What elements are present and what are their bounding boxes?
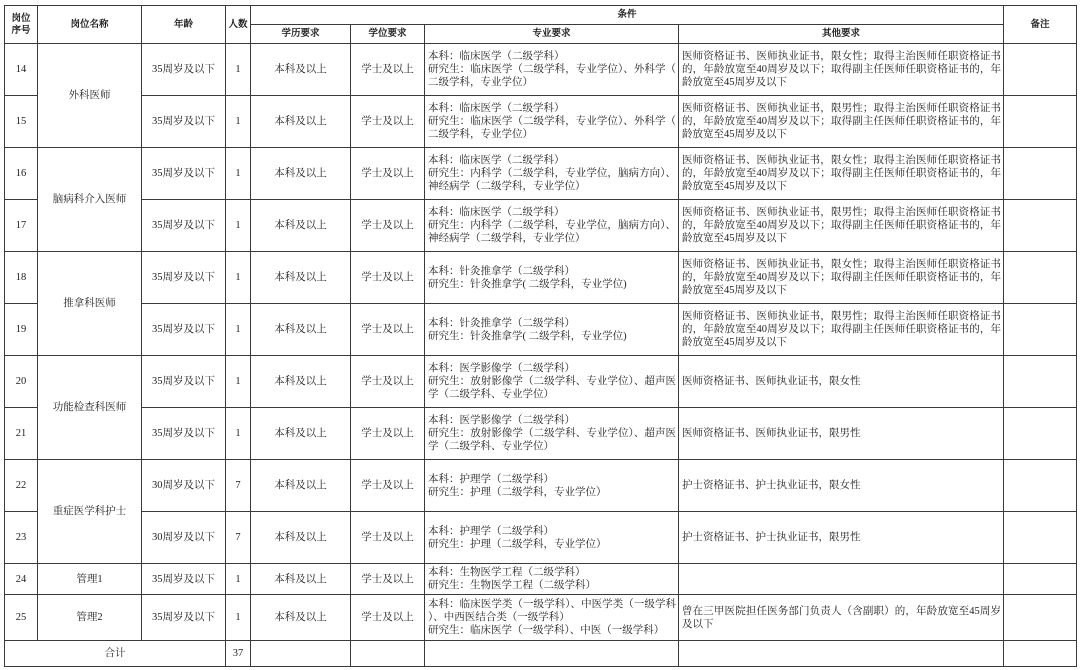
header-row — [5, 6, 1077, 25]
education-cell: 本科及以上 — [251, 252, 351, 304]
age-cell: 35周岁及以下 — [142, 44, 226, 96]
degree-cell: 学士及以上 — [351, 460, 425, 512]
other-requirements-cell: 医师资格证书、医师执业证书，限女性 — [679, 356, 1004, 408]
education-cell: 本科及以上 — [251, 512, 351, 564]
table-row — [5, 512, 1077, 564]
count-cell: 1 — [226, 44, 251, 96]
degree-cell: 学士及以上 — [351, 304, 425, 356]
remarks-cell — [1004, 252, 1077, 304]
table-row — [5, 252, 1077, 304]
count-cell: 1 — [226, 564, 251, 595]
seq-cell: 18 — [5, 252, 38, 304]
major-cell: 本科：生物医学工程（二级学科） 研究生：生物医学工程（二级学科） — [425, 564, 679, 595]
age-cell: 35周岁及以下 — [142, 252, 226, 304]
table-row — [5, 44, 1077, 96]
other-requirements-cell: 医师资格证书、医师执业证书，限男性；取得主治医师任职资格证书的，年龄放宽至40周岁及以下；取得副主任医师任职资格证书的，年龄放宽至45周岁及以下 — [679, 200, 1004, 252]
remarks-cell — [1004, 356, 1077, 408]
total-label: 合计 — [5, 641, 226, 667]
age-cell: 35周岁及以下 — [142, 148, 226, 200]
remarks-cell — [1004, 96, 1077, 148]
major-cell: 本科：临床医学（二级学科） 研究生：临床医学（二级学科，专业学位）、外科学（二级学科，专业学位） — [425, 96, 679, 148]
count-cell: 1 — [226, 356, 251, 408]
major-cell: 本科：医学影像学（二级学科） 研究生：放射影像学（二级学科、专业学位）、超声医学（二级学科、专业学位） — [425, 408, 679, 460]
count-cell: 1 — [226, 595, 251, 641]
seq-cell: 14 — [5, 44, 38, 96]
education-cell: 本科及以上 — [251, 408, 351, 460]
education-cell: 本科及以上 — [251, 564, 351, 595]
table-row — [5, 564, 1077, 595]
seq-cell: 20 — [5, 356, 38, 408]
seq-cell: 21 — [5, 408, 38, 460]
remarks-cell — [1004, 595, 1077, 641]
education-cell: 本科及以上 — [251, 148, 351, 200]
degree-cell: 学士及以上 — [351, 512, 425, 564]
header-seq: 岗位序号 — [5, 6, 38, 44]
major-cell: 本科：护理学（二级学科） 研究生：护理（二级学科，专业学位） — [425, 460, 679, 512]
remarks-cell — [1004, 408, 1077, 460]
header-count: 人数 — [226, 6, 251, 44]
total-empty-cell — [1004, 641, 1077, 667]
major-cell: 本科：针灸推拿学（二级学科） 研究生：针灸推拿学( 二级学科，专业学位) — [425, 304, 679, 356]
major-cell: 本科：临床医学（二级学科） 研究生：临床医学（二级学科，专业学位）、外科学（二级学科，专业学位） — [425, 44, 679, 96]
table-row — [5, 148, 1077, 200]
remarks-cell — [1004, 44, 1077, 96]
position-name-cell: 功能检查科医师 — [38, 356, 142, 460]
remarks-cell — [1004, 304, 1077, 356]
age-cell: 35周岁及以下 — [142, 408, 226, 460]
age-cell: 30周岁及以下 — [142, 460, 226, 512]
header-education: 学历要求 — [251, 25, 351, 44]
count-cell: 1 — [226, 252, 251, 304]
header-conditions: 条件 — [251, 6, 1004, 25]
total-count: 37 — [226, 641, 251, 667]
header-other-requirements: 其他要求 — [679, 25, 1004, 44]
age-cell: 30周岁及以下 — [142, 512, 226, 564]
position-name-cell: 管理1 — [38, 564, 142, 595]
age-cell: 35周岁及以下 — [142, 564, 226, 595]
position-name-cell: 重症医学科护士 — [38, 460, 142, 564]
degree-cell: 学士及以上 — [351, 408, 425, 460]
other-requirements-cell: 曾在三甲医院担任医务部门负责人（含副职）的，年龄放宽至45周岁及以下 — [679, 595, 1004, 641]
header-remarks: 备注 — [1004, 6, 1077, 44]
seq-cell: 25 — [5, 595, 38, 641]
table-row — [5, 595, 1077, 641]
other-requirements-cell: 护士资格证书、护士执业证书，限男性 — [679, 512, 1004, 564]
table-row — [5, 408, 1077, 460]
other-requirements-cell: 医师资格证书、医师执业证书，限男性；取得主治医师任职资格证书的，年龄放宽至40周岁及以下；取得副主任医师任职资格证书的，年龄放宽至45周岁及以下 — [679, 304, 1004, 356]
header-age: 年龄 — [142, 6, 226, 44]
degree-cell: 学士及以上 — [351, 595, 425, 641]
seq-cell: 22 — [5, 460, 38, 512]
header-position-name: 岗位名称 — [38, 6, 142, 44]
remarks-cell — [1004, 564, 1077, 595]
major-cell: 本科：临床医学（二级学科） 研究生：内科学（二级学科，专业学位，脑病方向）、神经病学（二级学科，专业学位） — [425, 200, 679, 252]
education-cell: 本科及以上 — [251, 200, 351, 252]
remarks-cell — [1004, 512, 1077, 564]
seq-cell: 17 — [5, 200, 38, 252]
total-empty-cell — [425, 641, 679, 667]
count-cell: 7 — [226, 512, 251, 564]
table-row — [5, 460, 1077, 512]
remarks-cell — [1004, 148, 1077, 200]
count-cell: 1 — [226, 148, 251, 200]
other-requirements-cell — [679, 564, 1004, 595]
other-requirements-cell: 医师资格证书、医师执业证书，限女性；取得主治医师任职资格证书的，年龄放宽至40周岁及以下；取得副主任医师任职资格证书的，年龄放宽至45周岁及以下 — [679, 44, 1004, 96]
recruitment-table — [4, 5, 1077, 667]
other-requirements-cell: 医师资格证书、医师执业证书，限女性；取得主治医师任职资格证书的，年龄放宽至40周岁及以下；取得副主任医师任职资格证书的，年龄放宽至45周岁及以下 — [679, 148, 1004, 200]
major-cell: 本科：护理学（二级学科） 研究生：护理（二级学科，专业学位） — [425, 512, 679, 564]
other-requirements-cell: 护士资格证书、护士执业证书，限女性 — [679, 460, 1004, 512]
header-major: 专业要求 — [425, 25, 679, 44]
degree-cell: 学士及以上 — [351, 252, 425, 304]
seq-cell: 23 — [5, 512, 38, 564]
major-cell: 本科：临床医学类（一级学科）、中医学类（一级学科）、中西医结合类（一级学科） 研究生：临床医学（一级学科）、中医（一级学科） — [425, 595, 679, 641]
position-name-cell: 脑病科介入医师 — [38, 148, 142, 252]
count-cell: 7 — [226, 460, 251, 512]
age-cell: 35周岁及以下 — [142, 595, 226, 641]
degree-cell: 学士及以上 — [351, 356, 425, 408]
other-requirements-cell: 医师资格证书、医师执业证书，限男性；取得主治医师任职资格证书的，年龄放宽至40周岁及以下；取得副主任医师任职资格证书的，年龄放宽至45周岁及以下 — [679, 96, 1004, 148]
total-row — [5, 641, 1077, 667]
degree-cell: 学士及以上 — [351, 564, 425, 595]
major-cell: 本科：医学影像学（二级学科） 研究生：放射影像学（二级学科、专业学位）、超声医学（二级学科、专业学位） — [425, 356, 679, 408]
total-empty-cell — [351, 641, 425, 667]
table-row — [5, 356, 1077, 408]
count-cell: 1 — [226, 408, 251, 460]
remarks-cell — [1004, 460, 1077, 512]
degree-cell: 学士及以上 — [351, 200, 425, 252]
age-cell: 35周岁及以下 — [142, 356, 226, 408]
age-cell: 35周岁及以下 — [142, 200, 226, 252]
seq-cell: 15 — [5, 96, 38, 148]
age-cell: 35周岁及以下 — [142, 304, 226, 356]
remarks-cell — [1004, 200, 1077, 252]
table-row — [5, 304, 1077, 356]
position-name-cell: 推拿科医师 — [38, 252, 142, 356]
major-cell: 本科：临床医学（二级学科） 研究生：内科学（二级学科，专业学位，脑病方向）、神经病学（二级学科，专业学位） — [425, 148, 679, 200]
position-name-cell: 外科医师 — [38, 44, 142, 148]
seq-cell: 16 — [5, 148, 38, 200]
age-cell: 35周岁及以下 — [142, 96, 226, 148]
total-empty-cell — [679, 641, 1004, 667]
education-cell: 本科及以上 — [251, 304, 351, 356]
other-requirements-cell: 医师资格证书、医师执业证书，限男性 — [679, 408, 1004, 460]
other-requirements-cell: 医师资格证书、医师执业证书，限女性；取得主治医师任职资格证书的，年龄放宽至40周岁及以下；取得副主任医师任职资格证书的，年龄放宽至45周岁及以下 — [679, 252, 1004, 304]
education-cell: 本科及以上 — [251, 96, 351, 148]
education-cell: 本科及以上 — [251, 356, 351, 408]
education-cell: 本科及以上 — [251, 460, 351, 512]
seq-cell: 24 — [5, 564, 38, 595]
count-cell: 1 — [226, 200, 251, 252]
degree-cell: 学士及以上 — [351, 44, 425, 96]
degree-cell: 学士及以上 — [351, 96, 425, 148]
education-cell: 本科及以上 — [251, 44, 351, 96]
count-cell: 1 — [226, 96, 251, 148]
table-row — [5, 96, 1077, 148]
position-name-cell: 管理2 — [38, 595, 142, 641]
total-empty-cell — [251, 641, 351, 667]
seq-cell: 19 — [5, 304, 38, 356]
count-cell: 1 — [226, 304, 251, 356]
header-degree: 学位要求 — [351, 25, 425, 44]
education-cell: 本科及以上 — [251, 595, 351, 641]
major-cell: 本科：针灸推拿学（二级学科） 研究生：针灸推拿学( 二级学科，专业学位) — [425, 252, 679, 304]
degree-cell: 学士及以上 — [351, 148, 425, 200]
table-row — [5, 200, 1077, 252]
